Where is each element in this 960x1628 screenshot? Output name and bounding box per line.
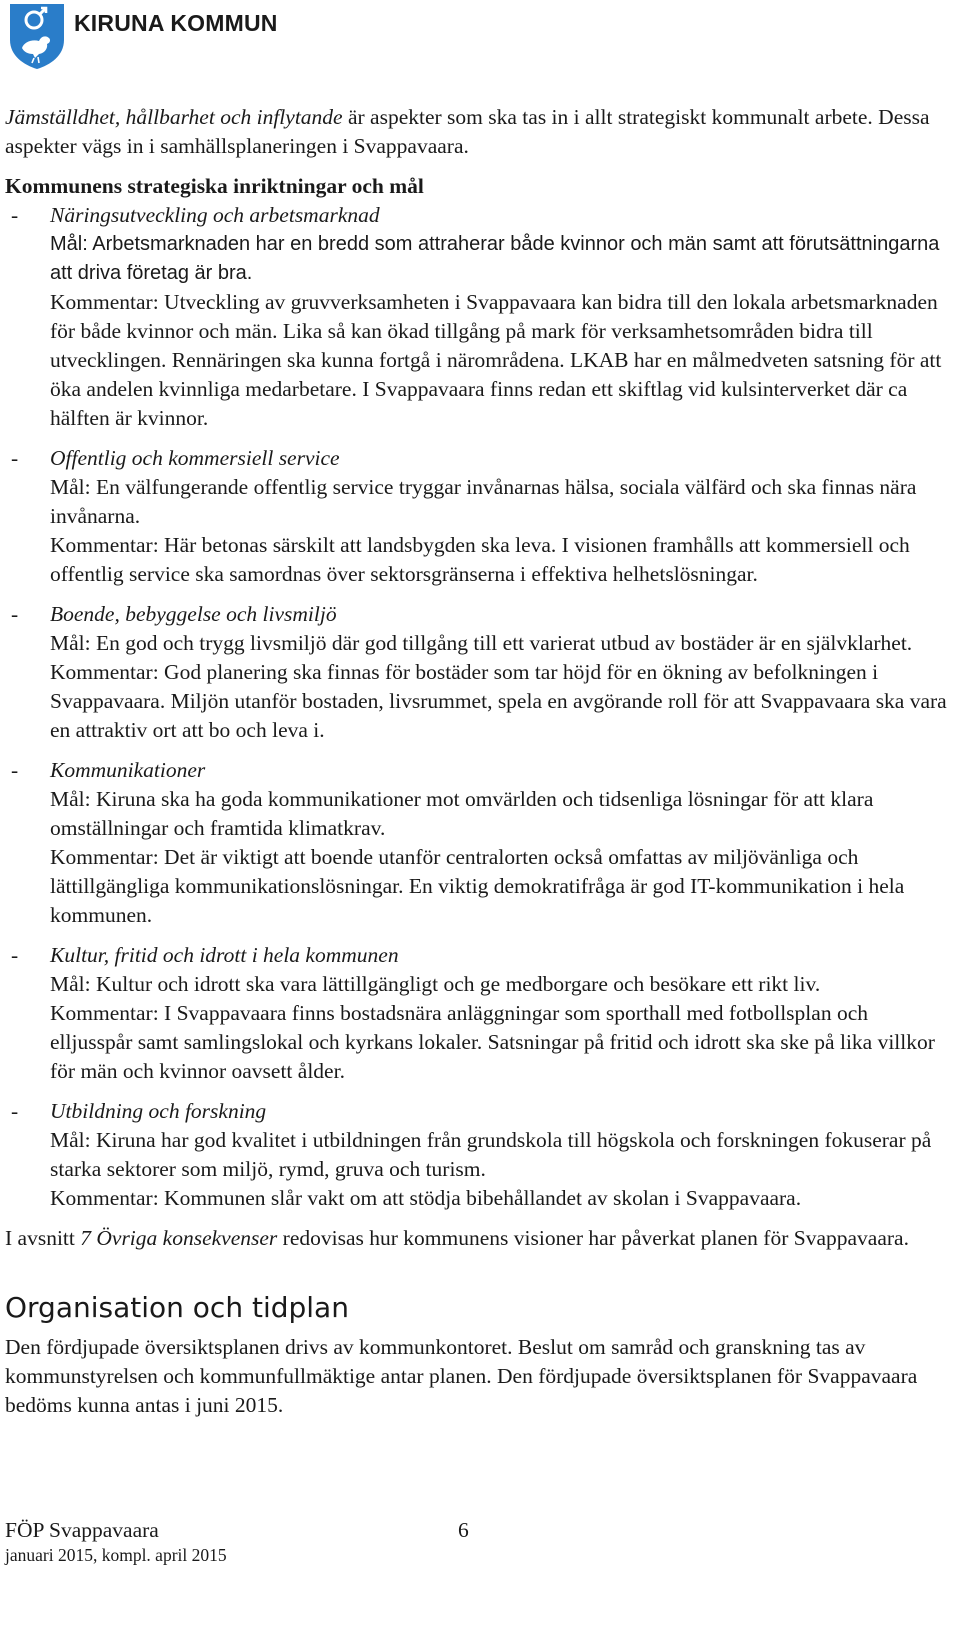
item-goal: Mål: Kiruna har god kvalitet i utbildningen från grundskola till högskola och forskningen fokuserar på starka sektorer som miljö, rymd, gruva och turism. (50, 1128, 932, 1181)
item-title: Utbildning och forskning (50, 1099, 267, 1123)
document-body (5, 103, 955, 1420)
footer-date: januari 2015, kompl. april 2015 (5, 1545, 227, 1565)
page-header (8, 2, 278, 72)
item-goal: Mål: En välfungerande offentlig service tryggar invånarnas hälsa, sociala välfärd och ska finnas nära invånarna. (50, 475, 917, 528)
list-dash: - (11, 446, 19, 470)
item-title: Näringsutveckling och arbetsmarknad (50, 203, 380, 227)
section-heading-organisation: Organisation och tidplan (5, 1291, 349, 1324)
closing-post: redovisas hur kommunens visioner har påverkat planen för Svappavaara. (277, 1226, 909, 1250)
list-item (5, 201, 955, 433)
item-comment: Kommentar: Kommunen slår vakt om att stödja bibehållandet av skolan i Svappavaara. (50, 1186, 802, 1210)
closing-pre: I avsnitt (5, 1226, 81, 1250)
list-item (5, 941, 955, 1086)
page-number: 6 (458, 1518, 469, 1542)
item-goal: Mål: Kiruna ska ha goda kommunikationer mot omvärlden och tidsenliga lösningar för att klara omställningar och framtida klimatkrav. (50, 787, 874, 840)
intro-italic-lead: Jämställdhet, hållbarhet och inflytande (5, 105, 343, 129)
list-dash: - (11, 203, 19, 227)
item-comment: Kommentar: Det är viktigt att boende utanför centralorten också omfattas av miljövänliga och lättillgängliga kommunikationslösningar. En viktig demokratifråga är god IT-kommunikation i hela kommunen. (50, 845, 905, 927)
list-dash: - (11, 758, 19, 782)
list-item (5, 756, 955, 930)
item-goal: Mål: En god och trygg livsmiljö där god tillgång till ett varierat utbud av bostäder är en självklarhet. (50, 631, 913, 655)
list-item (5, 1097, 955, 1213)
item-comment: Kommentar: Här betonas särskilt att landsbygden ska leva. I visionen framhålls att kommersiell och offentlig service ska samordnas över sektorsgränserna i effektiva helhetslösningar. (50, 533, 910, 586)
section-reference: 7 Övriga konsekvenser (80, 1226, 278, 1250)
list-item (5, 444, 955, 589)
page-footer (5, 1516, 469, 1566)
item-comment: Kommentar: God planering ska finnas för bostäder som tar höjd för en ökning av befolkningen i Svappavaara. Miljön utanför bostaden, livsrummet, spela en avgörande roll för att Svappavaara ska vara en attraktiv ort att bo och leva i. (50, 660, 947, 742)
item-title: Kultur, fritid och idrott i hela kommunen (50, 943, 399, 967)
item-title: Kommunikationer (50, 758, 206, 782)
list-dash: - (11, 943, 19, 967)
list-dash: - (11, 602, 19, 626)
item-title: Boende, bebyggelse och livsmiljö (50, 602, 337, 626)
kiruna-crest-logo (8, 2, 66, 70)
item-title: Offentlig och kommersiell service (50, 446, 340, 470)
item-goal: Mål: Arbetsmarknaden har en bredd som attraherar både kvinnor och män samt att förutsättningarna att driva företag är bra. (50, 233, 940, 284)
brand-name: KIRUNA KOMMUN (74, 10, 278, 36)
intro-paragraph (5, 103, 955, 161)
list-item (5, 600, 955, 745)
item-goal: Mål: Kultur och idrott ska vara lättillgängligt och ge medborgare och besökare ett rikt liv. (50, 972, 821, 996)
list-dash: - (11, 1099, 19, 1123)
intro-text: är aspekter som ska tas in i allt strategiskt kommunalt arbete. Dessa aspekter vägs in i samhällsplaneringen i Svappavaara. (5, 105, 930, 158)
organisation-paragraph: Den fördjupade översiktsplanen drivs av kommunkontoret. Beslut om samråd och granskning tas av kommunstyrelsen och kommunfullmäktige antar planen. Den fördjupade översiktsplanen för Svappavaara bedöms kunna antas i juni 2015. (5, 1335, 918, 1417)
item-comment: Kommentar: I Svappavaara finns bostadsnära anläggningar som sporthall med fotbollsplan och elljusspår samt samlingslokal och kyrkans lokaler. Satsningar på fritid och idrott ska ske på lika villkor för män och kvinnor oavsett ålder. (50, 1001, 935, 1083)
closing-paragraph (5, 1224, 955, 1253)
item-comment: Kommentar: Utveckling av gruvverksamheten i Svappavaara kan bidra till den lokala arbetsmarknaden för både kvinnor och män. Lika så kan ökad tillgång på mark för verksamhetsområden bidra till utvecklingen. Rennäringen ska kunna fortgå i närområdena. LKAB har en målmedveten satsning för att öka andelen kvinnliga medarbetare. I Svappavaara finns redan ett skiftlag vid kulsinterverket där ca hälften är kvinnor. (50, 290, 942, 430)
footer-doc-title: FÖP Svappavaara (5, 1518, 159, 1542)
section-heading-strategic: Kommunens strategiska inriktningar och mål (5, 174, 424, 198)
